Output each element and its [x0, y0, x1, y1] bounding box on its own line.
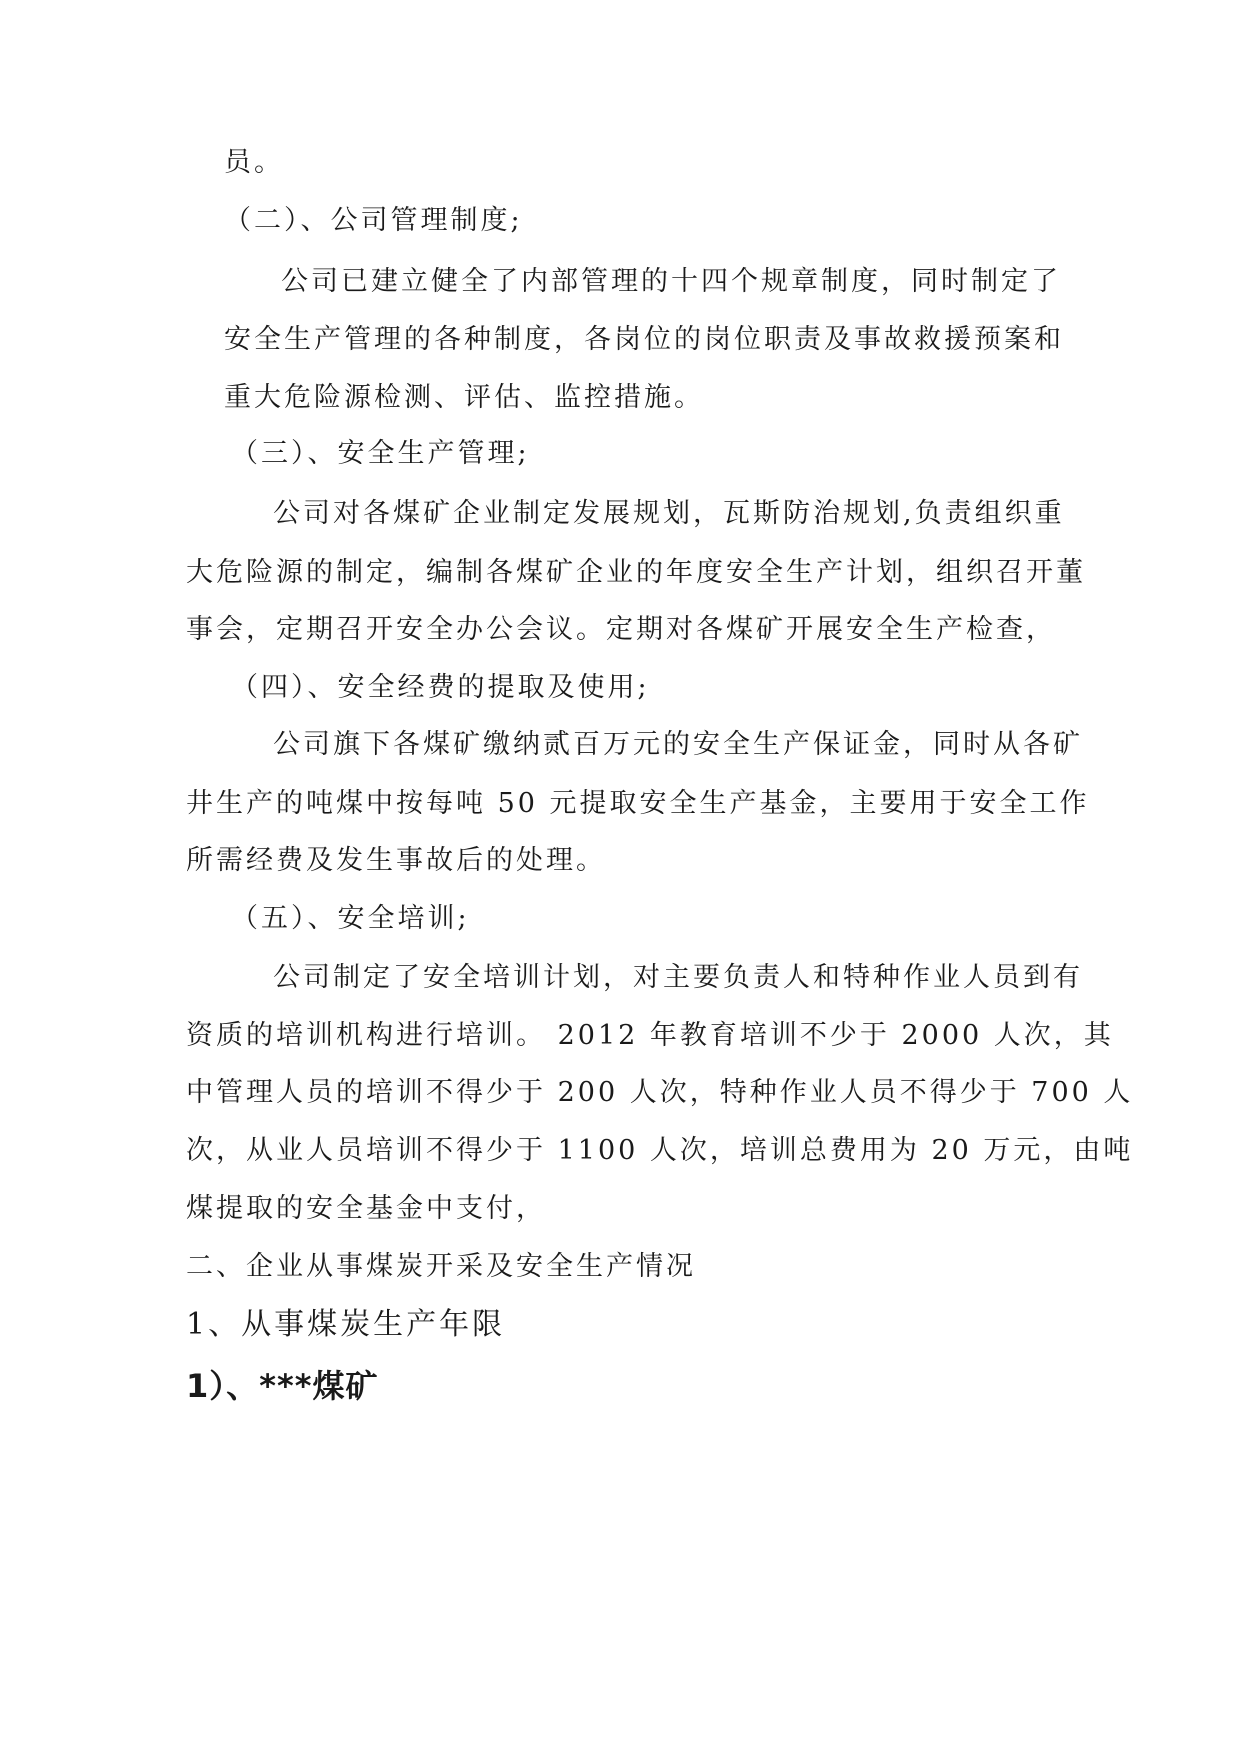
text-line: 公司制定了安全培训计划，对主要负责人和特种作业人员到有 — [273, 962, 1083, 993]
subsection-heading: 1、从事煤炭生产年限 — [186, 1307, 506, 1342]
text-line: 井生产的吨煤中按每吨 50 元提取安全生产基金，主要用于安全工作 — [186, 788, 1090, 819]
text-line: 所需经费及发生事故后的处理。 — [186, 845, 606, 876]
subsubsection-heading: 1）、***煤矿 — [186, 1367, 379, 1405]
text-line: 重大危险源检测、评估、监控措施。 — [224, 382, 704, 413]
text-line: 资质的培训机构进行培训。 2012 年教育培训不少于 2000 人次，其 — [186, 1020, 1114, 1051]
text-line: 次，从业人员培训不得少于 1100 人次，培训总费用为 20 万元，由吨 — [186, 1135, 1134, 1166]
text-line: 公司已建立健全了内部管理的十四个规章制度，同时制定了 — [281, 266, 1061, 297]
section-heading: （三）、安全生产管理; — [231, 438, 530, 469]
text-line: 煤提取的安全基金中支付， — [186, 1193, 546, 1224]
text-line: 公司对各煤矿企业制定发展规划，瓦斯防治规划,负责组织重 — [273, 498, 1065, 529]
text-line: 大危险源的制定，编制各煤矿企业的年度安全生产计划，组织召开董 — [186, 557, 1086, 588]
text-line: 公司旗下各煤矿缴纳贰百万元的安全生产保证金，同时从各矿 — [273, 729, 1083, 760]
section-heading: （五）、安全培训; — [231, 903, 470, 934]
text-line: 员。 — [224, 147, 284, 178]
section-heading: （四）、安全经费的提取及使用; — [231, 672, 650, 703]
text-line: 安全生产管理的各种制度，各岗位的岗位职责及事故救援预案和 — [224, 324, 1064, 355]
chapter-heading: 二、企业从事煤炭开采及安全生产情况 — [186, 1251, 696, 1282]
text-line: 中管理人员的培训不得少于 200 人次，特种作业人员不得少于 700 人 — [186, 1077, 1134, 1108]
text-line: 事会，定期召开安全办公会议。定期对各煤矿开展安全生产检查， — [186, 614, 1056, 645]
section-heading: （二）、公司管理制度; — [224, 205, 523, 236]
